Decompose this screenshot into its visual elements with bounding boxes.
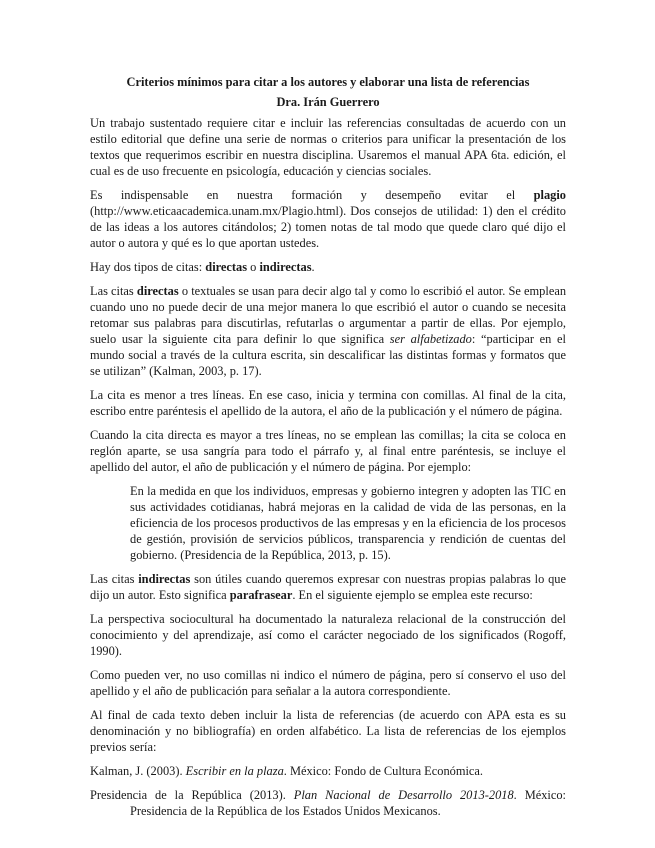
- paragraph-direct-citations: [90, 283, 566, 379]
- text-run: Es indispensable en nuestra formación y desempeño evitar el: [90, 188, 534, 202]
- document-author: Dra. Irán Guerrero: [276, 95, 380, 109]
- text-run: o: [247, 260, 260, 274]
- paragraph-reference-list: Al final de cada texto deben incluir la lista de referencias (de acuerdo con APA esta es su denominación y no bibliografía) en orden alfabético. La lista de referencias de los ejemplos previos sería:: [90, 708, 566, 754]
- text-run: o textuales se usan para decir algo tal y como lo escribió el autor. Se emplean cuando uno no puede decir de una mejor manera lo que escribió el autor o cuando se necesita retomar sus palabras para discutirlas, refutarlas o argumentar a partir de ellas. Por ejemplo, suelo usar la siguiente cita para definir lo que significa: [90, 284, 567, 346]
- text-run: .: [311, 260, 315, 274]
- bold-term-indirectas: indirectas: [259, 260, 312, 274]
- reference-title: Escribir en la plaza: [185, 764, 284, 778]
- text-run: Las citas: [90, 572, 139, 586]
- reference-item: [90, 787, 566, 819]
- reference-title: Plan Nacional de Desarrollo 2013-2018: [293, 788, 514, 802]
- reference-item: [90, 763, 566, 779]
- paragraph-plagiarism: [90, 187, 566, 251]
- text-run: son útiles cuando queremos expresar con nuestras propias palabras lo que dijo un autor. Esto significa: [90, 572, 567, 602]
- paragraph-explanation: Como pueden ver, no uso comillas ni indico el número de página, pero sí conservo el uso del apellido y el año de publicación para señalar a la autora correspondiente.: [90, 668, 566, 698]
- bold-term-plagio: plagio: [533, 188, 566, 202]
- text-run: : “participar en el mundo social a través de la cultura escrita, sin descalificar las distintas formas y formatos que se utilizan” (Kalman, 2003, p. 17).: [90, 332, 566, 378]
- paragraph-short-quote: La cita es menor a tres líneas. En ese caso, inicia y termina con comillas. Al final de la cita, escribo entre paréntesis el apellido de la autora, el año de la publicación y el número de página.: [90, 388, 566, 418]
- reference-publisher: . México: Presidencia de la República de los Estados Unidos Mexicanos.: [130, 788, 566, 818]
- paragraph-long-quote: Cuando la cita directa es mayor a tres líneas, no se emplean las comillas; la cita se coloca en reglón aparte, se usa sangría para todo el párrafo y, al final entre paréntesis, se incluye el apellido del autor, el año de publicación y el número de página. Por ejemplo:: [90, 428, 566, 474]
- bold-term-directas: directas: [136, 284, 179, 298]
- blockquote: En la medida en que los individuos, empresas y gobierno integren y adopten las TIC en sus actividades cotidianas, habrá mejoras en la calidad de vida de las personas, en la eficiencia de los procesos productivos de las empresas y en la eficiencia de los procesos de gestión, provisión de servicios públicos, transparencia y rendición de cuentas del gobierno. (Presidencia de la República, 2013, p. 15).: [130, 484, 566, 562]
- reference-publisher: . México: Fondo de Cultura Económica.: [283, 764, 484, 778]
- text-run: Hay dos tipos de citas:: [90, 260, 206, 274]
- text-run: Las citas: [90, 284, 137, 298]
- bold-term-directas: directas: [205, 260, 248, 274]
- bold-term-indirectas: indirectas: [138, 572, 191, 586]
- paragraph-paraphrase-example: La perspectiva sociocultural ha documentado la naturaleza relacional de la construcción del conocimiento y del aprendizaje, así como el carácter negociado de los significados (Rogoff, 1990).: [90, 612, 566, 658]
- reference-author: Kalman, J. (2003).: [90, 764, 186, 778]
- text-run: . En el siguiente ejemplo se emplea este recurso:: [292, 588, 533, 602]
- italic-term: ser alfabetizado: [389, 332, 472, 346]
- document-page: [90, 74, 566, 827]
- paragraph-indirect-citations: [90, 571, 566, 603]
- reference-author: Presidencia de la República (2013).: [90, 788, 294, 802]
- paragraph-citation-types: [90, 259, 566, 275]
- bold-term-parafrasear: parafrasear: [229, 588, 293, 602]
- paragraph-intro: Un trabajo sustentado requiere citar e incluir las referencias consultadas de acuerdo con un estilo editorial que define una serie de normas o criterios para unificar la presentación de los textos que requerimos escribir en nuestra disciplina. Usaremos el manual APA 6ta. edición, el cual es de uso frecuente en psicología, educación y ciencias sociales.: [90, 116, 566, 178]
- document-title: Criterios mínimos para citar a los autores y elaborar una lista de referencias: [126, 75, 530, 89]
- text-run: (http://www.eticaacademica.unam.mx/Plagio.html). Dos consejos de utilidad: 1) den el crédito de las ideas a los autores citándolos; 2) tomen notas de tal modo que quede claro qué dijo el autor o autora y qué es lo que aportan ustedes.: [90, 204, 566, 250]
